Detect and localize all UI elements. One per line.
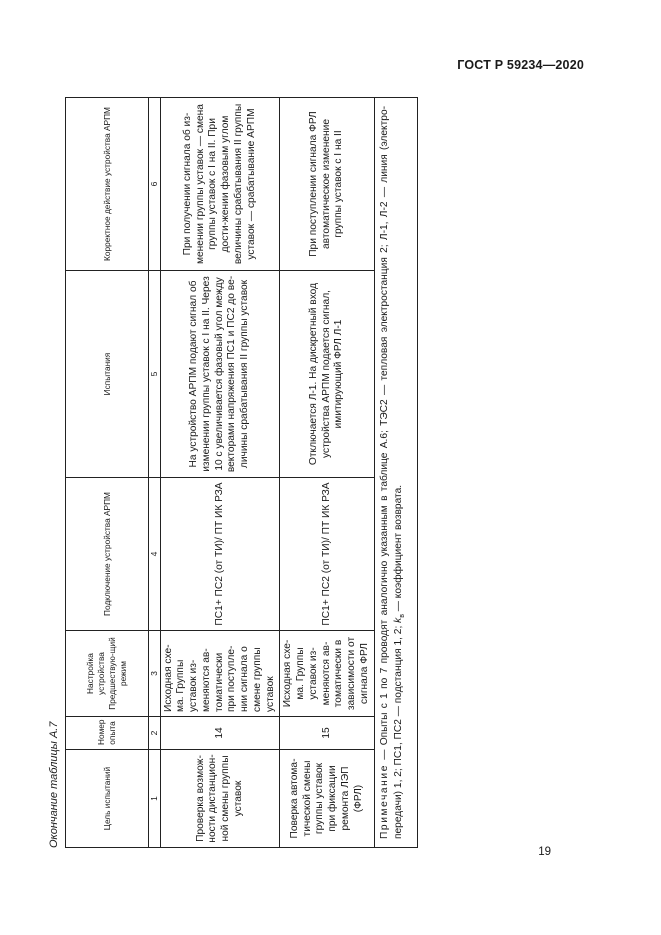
- cell-setup: Исходная схе-ма. Группы уставок из-меняются ав-томатически в зависимости от сигнала ФРЛ: [280, 631, 374, 717]
- col-number: 4: [149, 478, 161, 631]
- table-row: [280, 98, 374, 848]
- col-header-tests: Испытания: [66, 271, 149, 478]
- column-number-row: [149, 98, 161, 848]
- rotated-table-block: [45, 98, 407, 848]
- note-text-part2: — коэффициент возврата.: [393, 484, 405, 615]
- col-number: 3: [149, 631, 161, 717]
- cell-connection: ПС1+ ПС2 (от ТИ)/ ПТ ИК РЗА: [160, 478, 280, 631]
- cell-tests: На устройство АРПМ подают сигнал об изменении группы уставок с I на II. Через 10 с увеличивается фазовый угол между векторами напряжения ПС1 и ПС2 до ве-личины срабатывания II группы уставок: [160, 271, 280, 478]
- cell-connection: ПС1+ ПС2 (от ТИ)/ ПТ ИК РЗА: [280, 478, 374, 631]
- cell-tests: Отключается Л-1. На дискретный вход устройства АРПМ подается сигнал, имитирующий ФРЛ Л-1: [280, 271, 374, 478]
- cell-number: 14: [160, 717, 280, 750]
- col-header-setup: Настройка устройства Предшествую-щий режим: [66, 631, 149, 717]
- col-number: 2: [149, 717, 161, 750]
- col-header-connection: Подключение устройства АРПМ: [66, 478, 149, 631]
- k-symbol: k: [393, 617, 405, 623]
- col-number: 5: [149, 271, 161, 478]
- col-header-action: Корректное действие устройства АРПМ: [66, 98, 149, 271]
- table-header-row: [66, 98, 149, 848]
- note-text-part1: — Опыты с 1 по 7 проводят аналогично указанным в таблице А.6; ТЭС2 — тепловая электростанция 2; Л-1, Л-2 — линия (электро-передачи) 1, 2; ПС1, ПС2 — подстанция 1, 2;: [378, 106, 405, 839]
- cell-goal: Поверка автома-тической смены группы уставок при фиксации ремонта ЛЭП (ФРЛ): [280, 750, 374, 848]
- table-caption: Окончание таблицы А.7: [48, 721, 60, 848]
- col-number: 6: [149, 98, 161, 271]
- standard-code: ГОСТ Р 59234—2020: [457, 58, 584, 72]
- table-note-row: [374, 98, 417, 848]
- table-row: [160, 98, 280, 848]
- table-note: [374, 98, 417, 848]
- tests-table: [65, 97, 418, 848]
- k-subscript: в: [399, 614, 407, 618]
- col-header-number: Номер опыта: [66, 717, 149, 750]
- page-number: 19: [538, 846, 551, 858]
- note-label: Примечание: [378, 764, 390, 839]
- col-header-goal: Цель испытаний: [66, 750, 149, 848]
- cell-number: 15: [280, 717, 374, 750]
- col-number: 1: [149, 750, 161, 848]
- cell-goal: Проверка возмож-ности дистанцион-ной смены группы уставок: [160, 750, 280, 848]
- cell-setup: Исходная схе-ма. Группы уставок из-меняются ав-томатически при поступле-нии сигнала о смене группы уставок: [160, 631, 280, 717]
- cell-action: При получении сигнала об из-менении группы уставок — смена группы уставок с I на II. При дости-жении фазовым углом величины срабатывания II группы уставок — срабатывание АРПМ: [160, 98, 280, 271]
- cell-action: При поступлении сигнала ФРЛ автоматическое изменение группы уставок с I на II: [280, 98, 374, 271]
